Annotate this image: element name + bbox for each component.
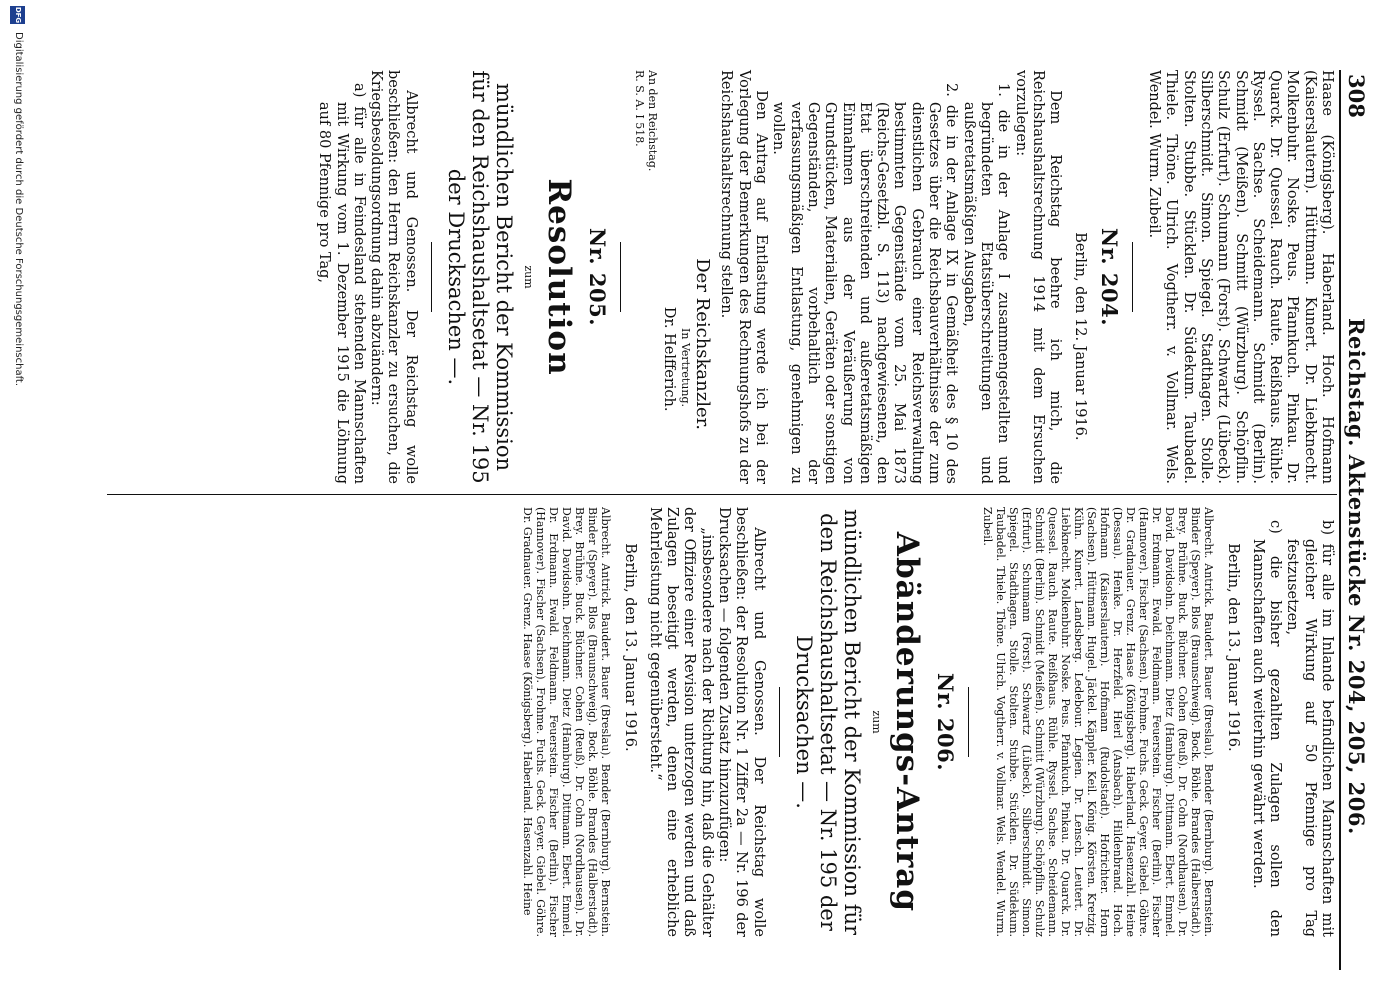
page-number: 308: [1344, 74, 1369, 118]
nr204-signature-title: Der Reichskanzler.: [692, 258, 714, 430]
names-list-top: Haase (Königsberg). Haberland. Hoch. Hofmann (Kaiserslautern). Hüttmann. Kunert. Dr. Liebknecht. Molkenbuhr. Noske. Peus. Pfannkuch. Pinkau. Dr. Quarck. Dr. Quessel. Rauch. Raute. Reißhaus. Rühle. Ryssel. Sachse. Scheidemann. Schmidt (Berlin). Schmidt (Meißen). Schmitt (Würzburg). Schöpflin. Schulz (Erfurt). Schumann (Forst). Schwartz (Lübeck). Silberschmidt. Simon. Spiegel. Stadthagen. Stolle. Stolten. Stubbe. Stücklen. Dr. Südekum. Taubadel. Thiele. Thöne. Ulrich. Vogtherr. v. Vollmar. Wels. Wendel. Wurm. Zubeil.: [1146, 70, 1335, 484]
nr206-heading: Nr. 206.: [933, 672, 959, 772]
nr206-report: mündlichen Bericht der Kommission für den Reichshaushaltsetat — Nr. 195 der Drucksachen —.: [791, 508, 864, 936]
footer-text: Digitalisierung gefördert durch die Deutsche Forschungsgemeinschaft.: [13, 32, 24, 387]
names-list-1: Albrecht. Antrick. Baudert. Bauer (Breslau). Bender (Bernburg). Bernstein. Binder (Speyer). Blos (Braunschweig). Bock. Böhle. Brandes (Halberstadt). Brey. Brühne. Buck. Büchner. Cohen (Reuß). Dr. Cohn (Nordhausen). Dr. David. Davidsohn. Deichmann. Dietz (Hamburg). Dittmann. Ebert. Emmel. Dr. Erdmann. Ewald. Feldmann. Feuerstein. Fischer (Berlin). Fischer (Hannover). Fischer (Sachsen). Frohme. Fuchs. Geck. Geyer. Giebel. Göhre. Dr. Gradnauer. Grenz. Haase (Königsberg). Haberland. Hasenzahl. Heine (Dessau). Henke. Dr. Herzfeld. Hierl (Ansbach). Hildenbrand. Hoch. Hofmann (Kaiserslautern). Hofmann (Rudolstadt). Hofrichter. Horn (Sachsen). Hüttmann. Hugel. Jäckel. Käppler. Keil. König. Körsten. Kretzig. Kühn. Kunert. Landsberg. Ledebour. Legien. Dr. Lensch. Leutert. Dr. Liebknecht. Molkenbuhr. Noske. Peus. Pfannkuch. Pinkau. Dr. Quarck. Dr. Quessel. Rauch. Raute. Reißhaus. Rühle. Ryssel. Sachse. Scheidemann. Schmidt (Berlin). Schmidt (Meißen). Schmitt (Würzburg). Schöpflin. Schulz (Erfurt). Schumann (Forst). Schwartz (Lübeck). Silberschmidt. Simon. Spiegel. Stadthagen. Stolle. Stolten. Stubbe. Stücklen. Dr. Südekum. Taubadel. Thiele. Thöne. Ulrich. Vogtherr. v. Vollmar. Wels. Wendel. Wurm. Zubeil.: [981, 507, 1216, 937]
dfg-logo: DFG: [10, 6, 25, 24]
nr206-title: Abänderungs-Antrag: [888, 531, 925, 913]
section-rule: [1132, 242, 1133, 312]
section-rule: [620, 242, 621, 312]
nr206-zum: zum: [869, 710, 883, 734]
nr206-date: Berlin, den 13. Januar 1916.: [621, 543, 638, 752]
nr204-addressee: An den Reichstag.: [646, 70, 660, 172]
nr204-closing: Den Antrag auf Entlastung werde ich bei der Vorlegung der Bemerkungen des Rechnungshofs zu der Reichshaushaltsrechnung stellen.: [718, 70, 770, 484]
point-b: b) für alle im Inlande befindlichen Mannschaften mit gleicher Wirkung auf 50 Pfennige pro Tag festzusetzen,: [1284, 520, 1335, 937]
nr205-point-a: a) für alle in Feindesland stehenden Mannschaften mit Wirkung vom 1. Dezember 1915 die Löhnung auf 80 Pfennige pro Tag,: [316, 83, 367, 484]
nr204-item1: 1. die in der Anlage I zusammengestellten und begründeten Etatsüberschreitungen und außeretatsmäßigen Ausgaben,: [960, 83, 1012, 484]
section-rule: [779, 687, 780, 757]
header-rule: [1339, 70, 1341, 970]
running-title: Reichstag. Aktenstücke Nr. 204, 205, 206.: [1344, 318, 1369, 835]
date-1: Berlin, den 13. Januar 1916.: [1224, 543, 1241, 752]
column-divider: [107, 494, 1337, 495]
nr204-heading: Nr. 204.: [1096, 227, 1122, 327]
nr205-motion: Albrecht und Genossen. Der Reichstag wolle beschließen: den Herrn Reichskanzler zu ersuchen, die Kriegsbesoldungsordnung dahin abzuändern:: [368, 70, 419, 484]
nr206-motion: Albrecht und Genossen. Der Reichstag wolle beschließen: der Resolution Nr. 1 Ziffer 2a — Nr. 196 der Drucksachen — folgenden Zusatz hinzuzufügen:: [716, 507, 767, 937]
section-rule: [968, 687, 969, 757]
nr204-item2: 2. die in der Anlage IX in Gemäßheit des § 10 des Gesetzes über die Reichsbauverhältnisse der zum dienstlichen Gebrauch einer Reichsverwaltung bestimmten Gegenstände vom 25. Mai 1873 (Reichs-Gesetzbl. S. 113) nachgewiesenen, den Etat überschreitenden und außeretatsmäßigen Einnahmen aus der Veräußerung von Grundstücken, Materialien, Geräten oder sonstigen Gegenständen, vorbehaltlich der verfassungsmäßigen Entlastung, genehmigen zu wollen.: [770, 83, 960, 484]
nr206-quote: „insbesondere nach der Richtung hin, daß die Gehälter der Offiziere einer Revision unterzogen werden und daß Zulagen beseitigt werden, denen eine erhebliche Mehrleistung nicht gegenübersteht.“: [646, 507, 715, 937]
section-rule: [431, 242, 432, 312]
nr204-date: Berlin, den 12. Januar 1916.: [1072, 232, 1089, 441]
nr205-heading: Nr. 205.: [585, 227, 611, 327]
left-column: [315, 70, 1335, 484]
page-footer: [7, 0, 27, 1000]
nr204-reference: R. S. A. I 518.: [633, 70, 647, 147]
nr206-names-list: Albrecht. Antrick. Baudert. Bauer (Breslau). Bender (Bernburg). Bernstein. Binder (Speyer). Blos (Braunschweig). Bock. Böhle. Brandes (Halberstadt). Brey. Brühne. Buck. Büchner. Cohen (Reuß). Dr. Cohn (Nordhausen). Dr. David. Davidsohn. Deichmann. Dietz (Hamburg). Dittmann. Ebert. Emmel. Dr. Erdmann. Ewald. Feldmann. Feuerstein. Fischer (Berlin). Fischer (Hannover). Fischer (Sachsen). Frohme. Fuchs. Geck. Geyer. Giebel. Göhre. Dr. Gradnauer. Grenz. Haase (Königsberg). Haberland. Hasenzahl. Heine: [521, 507, 613, 937]
nr205-title: Resolution: [541, 178, 578, 376]
nr204-signature-deputy: In Vertretung.: [678, 328, 692, 407]
page-header: [1329, 0, 1373, 1000]
right-column: [521, 507, 1335, 937]
nr205-report: mündlichen Bericht der Kommission für den Reichshaushaltsetat — Nr. 195 der Drucksachen —.: [443, 70, 516, 484]
point-c: c) die bisher gezahlten Zulagen sollen den Mannschaften auch weiterhin gewährt werden.: [1249, 520, 1284, 937]
nr204-intro: Dem Reichstag beehre ich mich, die Reichshaushaltsrechnung 1914 mit dem Ersuchen vorzulegen:: [1012, 70, 1064, 484]
nr204-signature-name: Dr. Helfferich.: [660, 306, 677, 412]
nr205-zum: zum: [522, 265, 536, 289]
